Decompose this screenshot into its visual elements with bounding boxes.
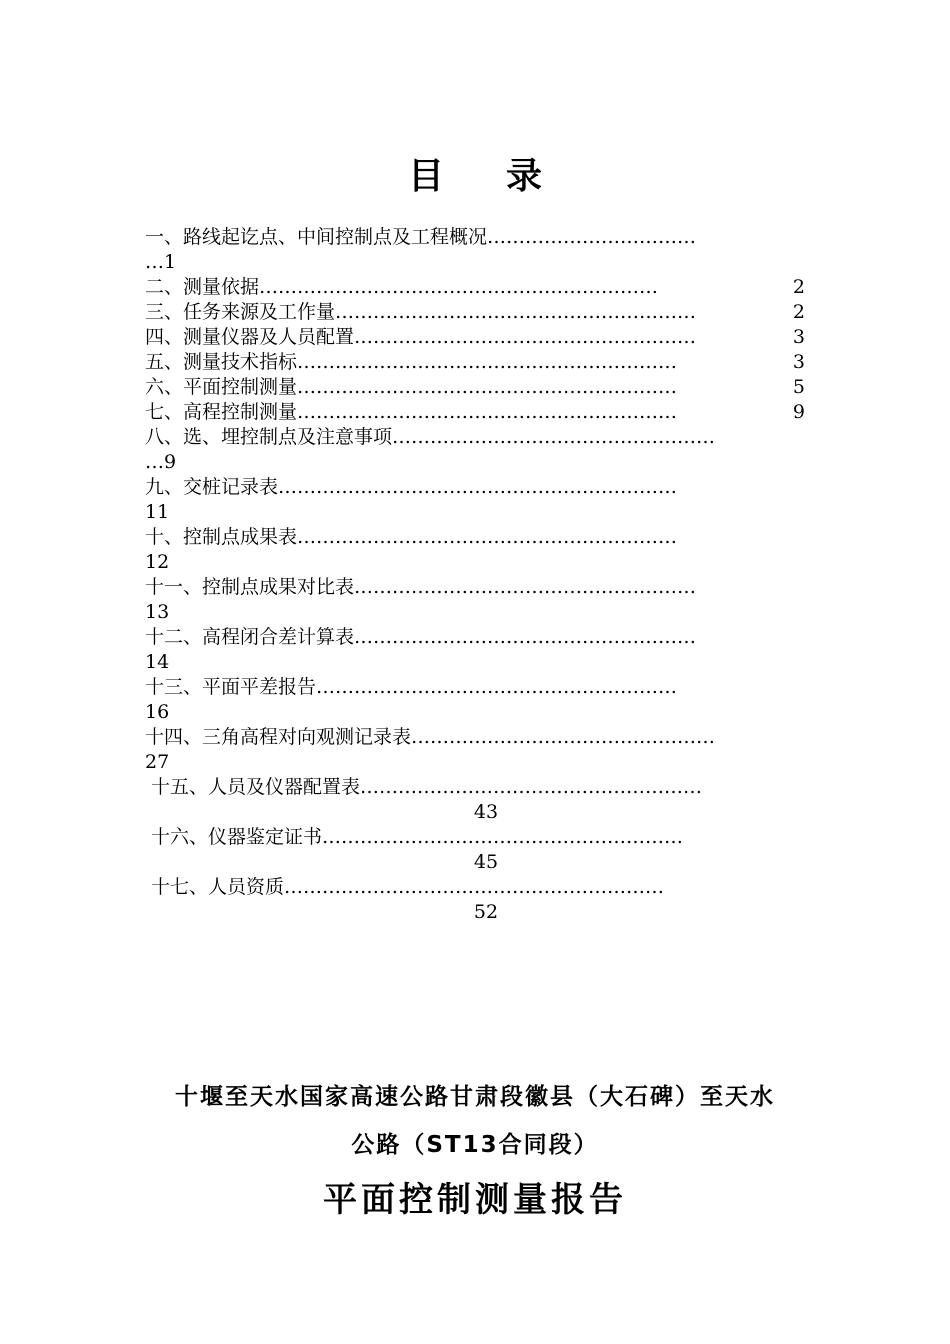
toc-entry[interactable] <box>145 825 805 875</box>
toc-leader-dots: ……………………………………………… <box>354 576 697 598</box>
toc-page-number: 12 <box>145 551 170 573</box>
toc-page-number: 3 <box>792 326 805 348</box>
toc-entry-label: 五、测量技术指标 <box>145 351 298 373</box>
toc-entry-label: 十三、平面平差报告 <box>145 676 317 698</box>
toc-page-number: 2 <box>792 276 805 298</box>
toc-entry-label: 二、测量依据 <box>145 276 260 298</box>
toc-title-char-1: 目 <box>407 155 444 197</box>
toc-leader-dots: …………………………………………………… <box>297 351 678 373</box>
toc-leader-dots: … <box>145 251 164 273</box>
table-of-contents <box>145 225 805 925</box>
toc-entry-label: 十一、控制点成果对比表 <box>145 576 355 598</box>
toc-entry-label: 十四、三角高程对向观测记录表 <box>145 726 412 748</box>
toc-entry-label: 十六、仪器鉴定证书 <box>151 826 323 848</box>
toc-page-number: 13 <box>145 601 170 623</box>
toc-page-number: 16 <box>145 701 170 723</box>
toc-entry-label: 十七、人员资质 <box>151 876 285 898</box>
toc-entry[interactable] <box>145 525 805 575</box>
toc-entry[interactable] <box>145 875 805 925</box>
toc-entry[interactable] <box>145 325 805 350</box>
toc-leader-dots: …………………………………………………… <box>297 401 678 423</box>
toc-entry[interactable] <box>145 725 805 775</box>
toc-entry-label: 十五、人员及仪器配置表 <box>151 776 361 798</box>
toc-leader-dots: …………………………………………………… <box>284 876 665 898</box>
toc-entry[interactable] <box>145 275 805 300</box>
toc-page-number: 3 <box>792 351 805 373</box>
toc-entry-label: 十二、高程闭合差计算表 <box>145 626 355 648</box>
toc-entry-label: 六、平面控制测量 <box>145 376 298 398</box>
toc-leader-dots: ………………………………………………… <box>335 301 697 323</box>
toc-leader-dots: ………………………………………………… <box>316 676 678 698</box>
toc-leader-dots: ……………………………………………………… <box>259 276 659 298</box>
report-main-title: 平面控制测量报告 <box>323 1180 627 1220</box>
toc-entry-label: 十、控制点成果表 <box>145 526 298 548</box>
report-title-line-2: 公路（ST13合同段） <box>351 1132 599 1158</box>
toc-page-number: 14 <box>145 651 170 673</box>
toc-entry[interactable] <box>145 375 805 400</box>
toc-leader-dots: ………………………………………………… <box>322 826 684 848</box>
toc-title <box>0 148 950 199</box>
toc-page-number: 27 <box>145 751 170 773</box>
toc-leader-dots: ……………………………………………… <box>360 776 703 798</box>
toc-leader-dots: ……………………………………………… <box>354 326 697 348</box>
toc-entry[interactable] <box>145 575 805 625</box>
toc-leader-dots: ……………………………………………… <box>354 626 697 648</box>
toc-page-number: 45 <box>473 851 499 873</box>
toc-entry[interactable] <box>145 400 805 425</box>
toc-leader-dots: …………………………………………… <box>392 426 716 448</box>
toc-page-number: 5 <box>792 376 805 398</box>
toc-entry[interactable] <box>145 225 805 275</box>
toc-leader-dots: …………………………… <box>487 226 697 248</box>
toc-leader-dots: … <box>145 451 164 473</box>
toc-leader-dots: …………………………………………………… <box>297 376 678 398</box>
toc-entry-label: 一、路线起讫点、中间控制点及工程概况 <box>145 226 488 248</box>
toc-entry-label: 四、测量仪器及人员配置 <box>145 326 355 348</box>
toc-leader-dots: ………………………………………… <box>411 726 716 748</box>
toc-entry[interactable] <box>145 675 805 725</box>
toc-entry-label: 九、交桩记录表 <box>145 476 279 498</box>
toc-entry-label: 八、选、埋控制点及注意事项 <box>145 426 393 448</box>
toc-page-number: 52 <box>473 901 499 923</box>
toc-page-number: 1 <box>164 251 177 273</box>
toc-entry[interactable] <box>145 425 805 475</box>
toc-leader-dots: …………………………………………………… <box>297 526 678 548</box>
report-title-line-1: 十堰至天水国家高速公路甘肃段徽县（大石碑）至天水 <box>175 1084 775 1110</box>
toc-entry[interactable] <box>145 475 805 525</box>
toc-leader-dots: ……………………………………………………… <box>278 476 678 498</box>
toc-page-number: 9 <box>164 451 177 473</box>
toc-title-char-2: 录 <box>506 155 543 197</box>
toc-page-number: 11 <box>145 501 170 523</box>
toc-page-number: 2 <box>792 301 805 323</box>
toc-entry[interactable] <box>145 300 805 325</box>
toc-page-number: 9 <box>792 401 805 423</box>
toc-entry[interactable] <box>145 350 805 375</box>
toc-entry-label: 七、高程控制测量 <box>145 401 298 423</box>
toc-entry-label: 三、任务来源及工作量 <box>145 301 336 323</box>
toc-entry[interactable] <box>145 775 805 825</box>
toc-entry[interactable] <box>145 625 805 675</box>
toc-page-number: 43 <box>473 801 499 823</box>
